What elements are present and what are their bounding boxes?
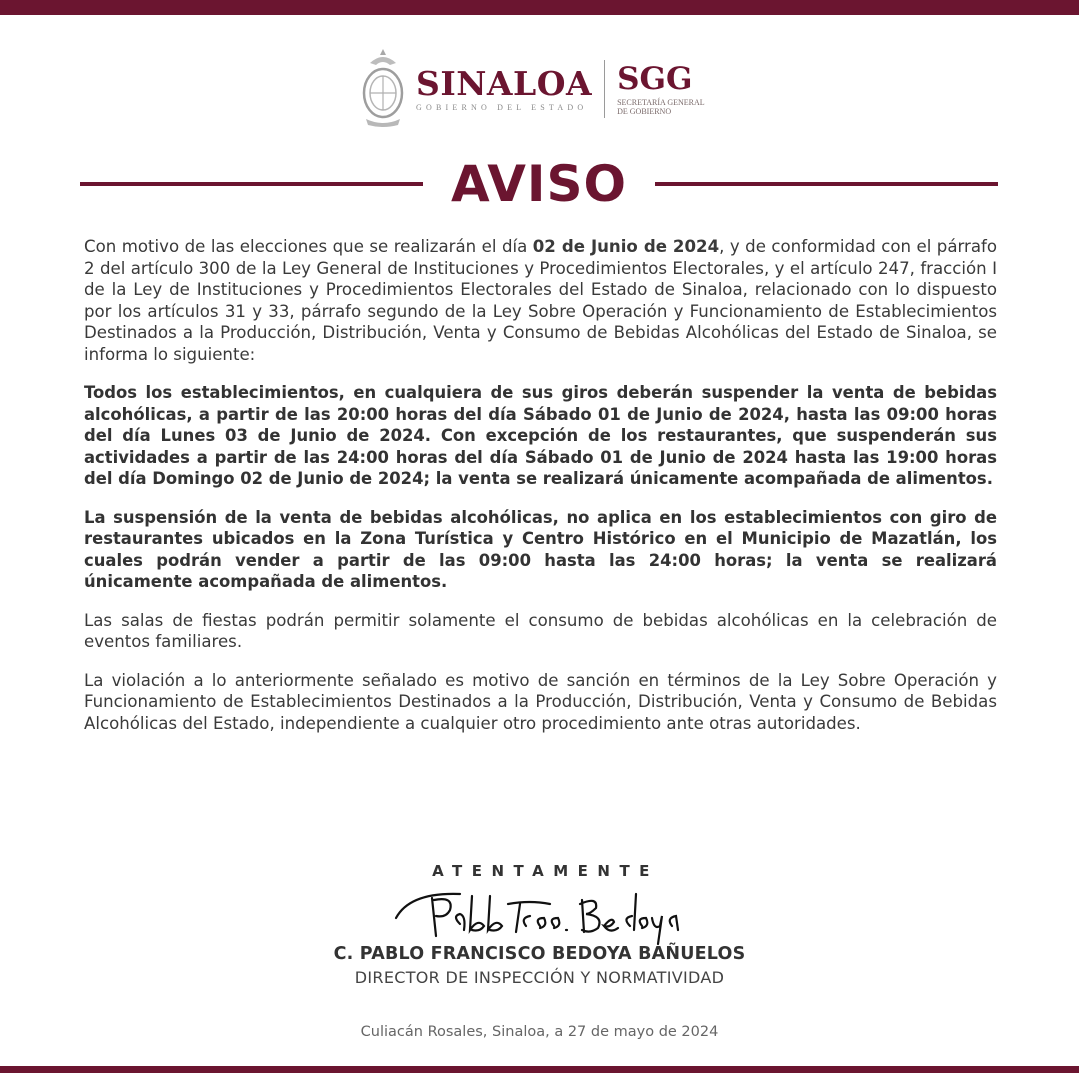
notice-body — [84, 236, 997, 751]
title-rule-left — [80, 182, 423, 186]
paragraph-event-halls: Las salas de fiestas podrán permitir solamente el consumo de bebidas alcohólicas en la celebración de eventos familiares. — [84, 610, 997, 651]
signature-block — [0, 862, 1079, 987]
salutation: ATENTAMENTE — [432, 862, 659, 880]
state-brand — [416, 63, 593, 112]
state-subtitle: GOBIERNO DEL ESTADO — [416, 102, 588, 112]
title-rule-right — [655, 182, 998, 186]
place-and-date: Culiacán Rosales, Sinaloa, a 27 de mayo de 2024 — [360, 1024, 719, 1040]
agency-brand — [617, 60, 705, 116]
signer-role: DIRECTOR DE INSPECCIÓN Y NORMATIVIDAD — [354, 968, 725, 987]
paragraph-intro — [84, 236, 997, 365]
top-brand-bar — [0, 0, 1079, 15]
letterhead — [360, 48, 705, 130]
coat-of-arms-icon — [360, 49, 406, 129]
state-name: SINALOA — [416, 63, 593, 103]
handwritten-signature — [390, 886, 690, 946]
intro-text-start: Con motivo de las elecciones que se realizarán el día — [84, 237, 533, 256]
paragraph-sanctions: La violación a lo anteriormente señalado es motivo de sanción en términos de la Ley Sobre Operación y Funcionamiento de Establecimientos Destinados a la Producción, Distribución, Venta y Consumo de Bebidas Alcohólicas del Estado, independiente a cualquier otro procedimiento ante otras autoridades. — [84, 670, 997, 733]
page-title: AVISO — [450, 155, 628, 213]
agency-acronym: SGG — [617, 60, 693, 97]
title-row — [80, 152, 998, 216]
bottom-brand-bar — [0, 1066, 1079, 1073]
agency-name-line2: DE GOBIERNO — [617, 106, 672, 116]
intro-text-end: , y de conformidad con el párrafo 2 del artículo 300 de la Ley General de Instituciones y Procedimientos Electorales, y el artículo 247, fracción I de la Ley de Instituciones y Procedimientos Electorales del Estado de Sinaloa, relacionado con lo dispuesto por los artículos 31 y 33, párrafo segundo de la Ley Sobre Operación y Funcionamiento de Establecimientos Destinados a la Producción, Distribución, Venta y Consumo de Bebidas Alcohólicas del Estado de Sinaloa, se informa lo siguiente: — [84, 237, 998, 364]
paragraph-mazatlan-exception: La suspensión de la venta de bebidas alcohólicas, no aplica en los establecimientos con giro de restaurantes ubicados en la Zona Turística y Centro Histórico en el Municipio de Mazatlán, los cuales podrán vender a partir de las 09:00 hasta las 24:00 horas; la venta se realizará únicamente acompañada de alimentos. — [84, 507, 997, 591]
agency-name-line1: SECRETARÍA GENERAL — [617, 97, 705, 107]
election-date: 02 de Junio de 2024 — [532, 237, 720, 256]
brand-divider — [604, 60, 605, 118]
paragraph-suspension: Todos los establecimientos, en cualquiera de sus giros deberán suspender la venta de bebidas alcohólicas, a partir de las 20:00 horas del día Sábado 01 de Junio de 2024, hasta las 09:00 horas del día Lunes 03 de Junio de 2024. Con excepción de los restaurantes, que suspenderán sus actividades a partir de las 24:00 horas del día Sábado 01 de Junio de 2024 hasta las 19:00 horas del día Domingo 02 de Junio de 2024; la venta se realizará únicamente acompañada de alimentos. — [84, 383, 997, 488]
signer-name: C. PABLO FRANCISCO BEDOYA BAÑUELOS — [333, 944, 746, 964]
